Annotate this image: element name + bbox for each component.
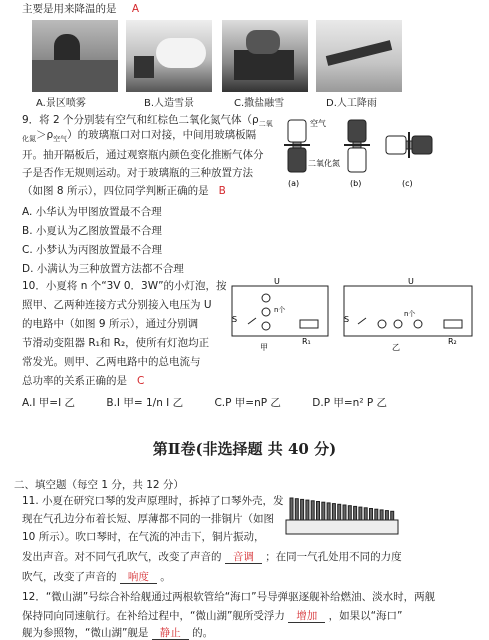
reed-plate: [391, 511, 394, 520]
q12-line3: 舰为参照物，“微山湖”舰是 静止 的。: [22, 627, 214, 639]
bottle-setup-c: [386, 132, 432, 158]
reed-plate: [290, 498, 293, 520]
q9-line5: （如图 8 所示），四位同学判断正确的是 B: [22, 185, 226, 197]
label-n2: n个: [404, 310, 416, 318]
reed-plate: [343, 505, 346, 520]
label-jia: 甲: [260, 343, 268, 352]
q10-line4: 节滑动变阻器 R₁和 R₂，使所有灯泡均正: [22, 337, 210, 349]
q10-option-a: A.I 甲=I 乙: [22, 397, 76, 409]
bottle-setup-b: [344, 120, 370, 172]
label-n1: n个: [274, 306, 286, 314]
label-a: (a): [288, 179, 300, 188]
reed-plate: [348, 506, 351, 520]
q12-blank-1: 增加: [288, 610, 325, 623]
q8-option-d: D.人工降雨: [326, 98, 377, 109]
reed-plate: [295, 499, 298, 520]
q12-line1: 12．“微山湖”号综合补给舰通过两根软管给“海口”号导弹驱逐舰补给燃油、淡水时，两舰: [22, 591, 436, 603]
label-r2: R₂: [448, 337, 457, 346]
q9-answer: B: [218, 185, 226, 197]
q10-line2: 照甲、乙两种连接方式分别接入电压为 U: [22, 299, 212, 311]
reed-plate: [306, 500, 309, 520]
reed-plate: [327, 503, 330, 520]
label-u2: U: [408, 278, 414, 286]
q11-line3: 10 所示）。吹口琴时，在气流的冲击下，铜片振动，: [22, 531, 265, 543]
q8-stem: 主要是用来降温的是 A: [22, 3, 140, 15]
q11-line2: 现在气孔边分布着长短、厚薄都不同的一排铜片（如图: [22, 513, 274, 525]
reed-plate: [311, 501, 314, 520]
q9-line1: 9．将 2 个分别装有空气和红棕色二氧化氮气体（$\rho_{二氧}$: [22, 114, 273, 129]
q10-line1: 10．小夏将 n 个“3V 0．3W”的小灯泡，按: [22, 280, 227, 292]
photo-artificial-rain: [316, 20, 402, 92]
q10-option-b: B.I 甲= 1/n I 乙: [106, 397, 184, 409]
reed-plate: [380, 510, 383, 520]
reed-plate: [301, 499, 304, 520]
reed-plate: [370, 509, 373, 521]
reed-plate: [375, 509, 378, 520]
figure-10-reeds: [284, 496, 402, 536]
reed-plate: [385, 511, 388, 520]
reed-plate: [364, 508, 367, 520]
label-b: (b): [350, 179, 362, 188]
figure-9-circuits: [222, 278, 480, 356]
reed-plate: [332, 504, 335, 520]
q8-option-a: A.景区喷雾: [36, 98, 86, 109]
label-air: 空气: [310, 119, 326, 128]
q10-option-c: C.P 甲=nP 乙: [214, 397, 281, 409]
label-u1: U: [274, 278, 280, 286]
q9-line2: $_{化氮}>\rho_{空气}$）的玻璃瓶口对口对接，中间用玻璃板隔: [22, 129, 257, 144]
q8-option-b: B.人造雪景: [144, 98, 195, 109]
q10-option-d: D.P 甲=n² P 乙: [312, 397, 388, 409]
reed-plate: [338, 504, 341, 520]
q9-option-d: D. 小满认为三种放置方法都不合理: [22, 263, 184, 275]
q12-blank-2: 静止: [152, 627, 189, 640]
q9-line3: 开。抽开隔板后，通过观察瓶内颜色变化推断气体分: [22, 149, 264, 161]
q11-line4: 发出声音。对不同气孔吹气，改变了声音的 音调 ；在同一气孔处用不同的力度: [22, 551, 402, 563]
photo-scenic-spray: [32, 20, 118, 92]
reed-plate: [359, 507, 362, 520]
reed-plate: [317, 502, 320, 521]
q9-option-a: A. 小华认为甲图放置最不合理: [22, 206, 162, 218]
q9-option-b: B. 小夏认为乙图放置最不合理: [22, 225, 162, 237]
q10-line6: 总功率的关系正确的是 C: [22, 375, 145, 387]
q8-answer: A: [131, 3, 140, 15]
q9-line4: 子是否作无规则运动。对于玻璃瓶的三种放置方法: [22, 167, 253, 179]
reed-plate: [354, 506, 357, 520]
q11-line5: 吹气，改变了声音的 响度 。: [22, 571, 171, 583]
bottle-setup-a: [284, 120, 310, 172]
label-c: (c): [402, 179, 413, 188]
label-s1: S: [232, 315, 238, 324]
label-r1: R₁: [302, 337, 311, 346]
q9-option-c: C. 小梦认为丙图放置最不合理: [22, 244, 163, 256]
section-2-header: 二、填空题（每空 1 分，共 12 分）: [14, 479, 184, 491]
q8-option-c: C.撒盐融雪: [234, 98, 285, 109]
photo-artificial-snow: [126, 20, 212, 92]
label-yi: 乙: [392, 343, 400, 352]
label-s2: S: [344, 315, 350, 324]
q10-options: [22, 396, 387, 410]
q12-line2: 保持同向同速航行。在补给过程中，“微山湖”舰所受浮力 增加 ，如果以“海口”: [22, 610, 403, 622]
q10-line3: 的电路中（如图 9 所示），通过分别调: [22, 318, 199, 330]
q10-line5: 常发光。则甲、乙两电路中的总电流与: [22, 356, 201, 368]
figure-8-bottles: [278, 112, 438, 192]
q10-answer: C: [137, 375, 145, 387]
q11-blank-1: 音调: [225, 551, 262, 564]
section-2-title: 第Ⅱ卷(非选择题 共 40 分): [152, 440, 337, 458]
q11-blank-2: 响度: [120, 571, 157, 584]
photo-salt-snowmelt: [222, 20, 308, 92]
q11-line1: 11. 小夏在研究口琴的发声原理时，拆掉了口琴外壳，发: [22, 495, 284, 507]
reed-plate: [322, 502, 325, 520]
label-no2: 二氧化氮: [308, 159, 340, 168]
